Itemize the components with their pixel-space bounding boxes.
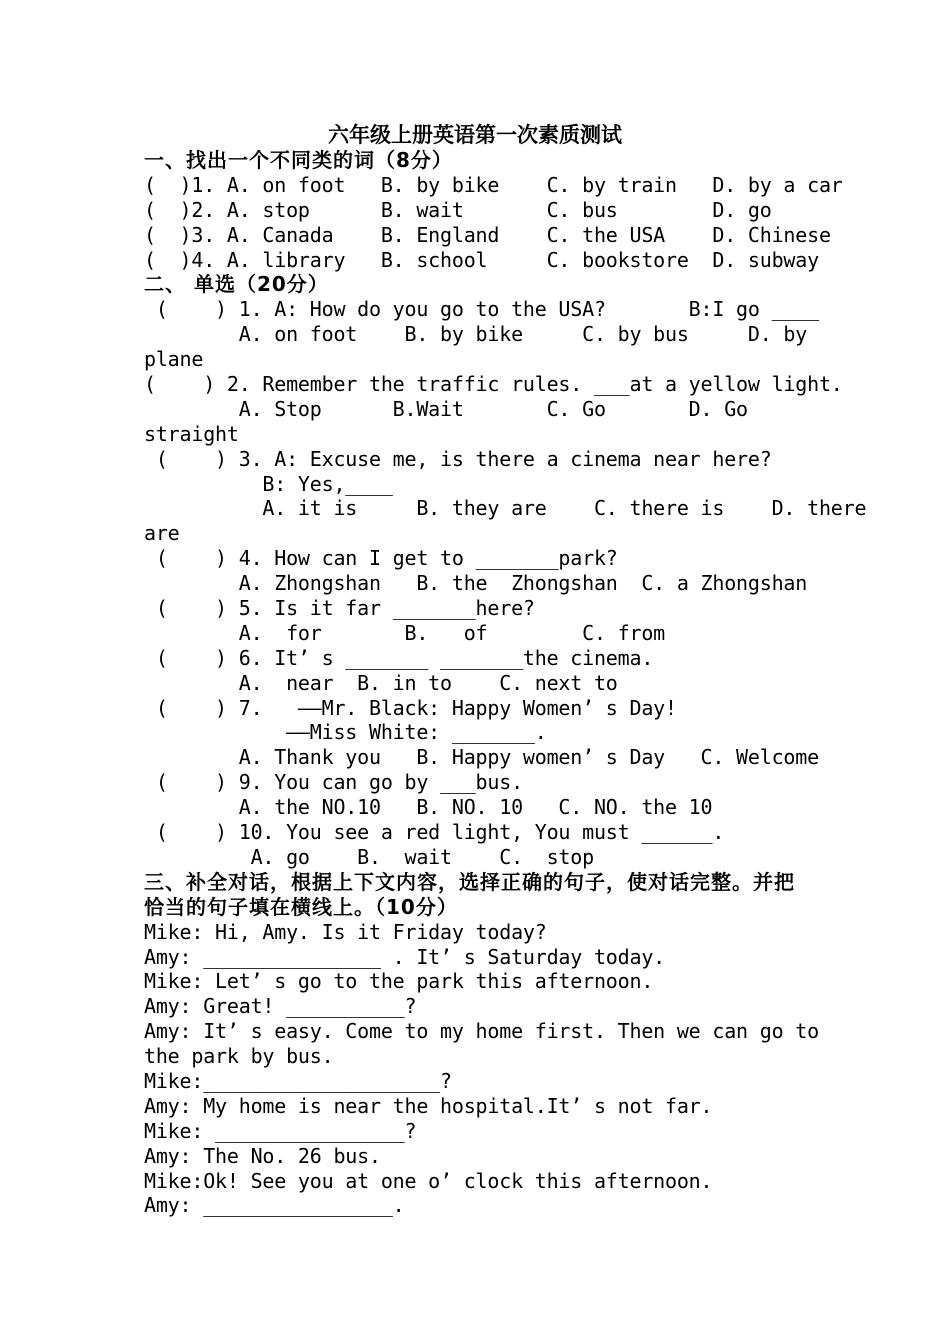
text-line: ( ) 5. Is it far _______here? <box>144 596 535 621</box>
text-line: A. near B. in to C. next to <box>144 670 618 695</box>
text-line: ( ) 6. It’ s _______ _______the cinema. <box>144 645 654 670</box>
text-line: A. go B. wait C. stop <box>144 844 594 869</box>
text-line: ( ) 4. How can I get to _______park? <box>144 546 618 571</box>
text-line: ( ) 9. You can go by ___bus. <box>144 770 523 795</box>
text-line: ——Miss White: _______. <box>144 720 547 745</box>
text-line: Mike: ________________? <box>144 1118 417 1143</box>
text-line: are <box>144 521 180 546</box>
text-line: A. for B. of C. from <box>144 620 666 645</box>
text-line: 恰当的句子填在横线上。（10分） <box>144 894 458 919</box>
text-line: A. on foot B. by bike C. by bus D. by <box>144 322 808 347</box>
text-line: Mike: Hi, Amy. Is it Friday today? <box>144 919 547 944</box>
text-line: Amy: My home is near the hospital.It’ s not far. <box>144 1093 713 1118</box>
text-line: B: Yes,____ <box>144 471 393 496</box>
text-line: plane <box>144 347 204 372</box>
text-line: ( ) 10. You see a red light, You must ______. <box>144 820 725 845</box>
text-line: Mike:____________________? <box>144 1068 452 1093</box>
text-line: Amy: The No. 26 bus. <box>144 1143 381 1168</box>
text-line: straight <box>144 421 239 446</box>
text-line: ( )3. A. Canada B. England C. the USA D. Chinese <box>144 222 831 247</box>
exam-title: 六年级上册英语第一次素质测试 <box>328 123 622 147</box>
text-line: Amy: _______________ . It’ s Saturday today. <box>144 944 666 969</box>
text-line: ( )4. A. library B. school C. bookstore D. subway <box>144 247 819 272</box>
text-line: A. Zhongshan B. the Zhongshan C. a Zhongshan <box>144 571 808 596</box>
text-line: the park by bus. <box>144 1044 334 1069</box>
text-line: Mike:Ok! See you at one o’ clock this afternoon. <box>144 1168 713 1193</box>
text-line: ( ) 2. Remember the traffic rules. ___at a yellow light. <box>144 372 843 397</box>
exam-body <box>144 148 867 1218</box>
text-line: Amy: It’ s easy. Come to my home first. Then we can go to <box>144 1019 819 1044</box>
text-line: ( )2. A. stop B. wait C. bus D. go <box>144 197 772 222</box>
text-line: ( ) 1. A: How do you go to the USA? B:I go ____ <box>144 297 819 322</box>
text-line: Amy: ________________. <box>144 1193 405 1218</box>
text-line: 二、 单选（20分） <box>144 272 329 297</box>
text-line: A. the NO.10 B. NO. 10 C. NO. the 10 <box>144 795 713 820</box>
text-line: A. Stop B.Wait C. Go D. Go <box>144 396 748 421</box>
text-line: A. it is B. they are C. there is D. there <box>144 496 867 521</box>
text-line: 一、找出一个不同类的词（8分） <box>144 148 453 172</box>
text-line: Amy: Great! __________? <box>144 994 417 1019</box>
text-line: 三、补全对话，根据上下文内容，选择正确的句子，使对话完整。并把 <box>144 869 795 894</box>
text-line: ( ) 3. A: Excuse me, is there a cinema near here? <box>144 446 772 471</box>
text-line: Mike: Let’ s go to the park this afternoon. <box>144 969 654 994</box>
text-line: ( ) 7. ——Mr. Black: Happy Women’ s Day! <box>144 695 677 720</box>
text-line: A. Thank you B. Happy women’ s Day C. Welcome <box>144 745 819 770</box>
text-line: ( )1. A. on foot B. by bike C. by train D. by a car <box>144 172 843 197</box>
